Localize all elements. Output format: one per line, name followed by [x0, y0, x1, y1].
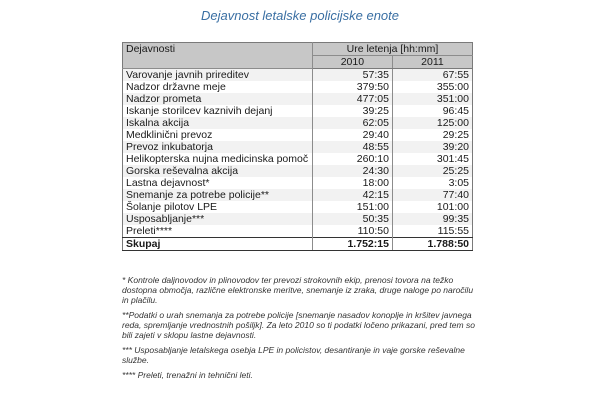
- row-label: Gorska reševalna akcija: [123, 165, 313, 177]
- table-row: [123, 69, 473, 82]
- row-value-2011: 39:20: [392, 141, 472, 153]
- row-value-2011: 115:55: [392, 225, 472, 238]
- row-value-2011: 99:35: [392, 213, 472, 225]
- row-label: Prevoz inkubatorja: [123, 141, 313, 153]
- table-row: [123, 153, 473, 165]
- row-value-2011: 301:45: [392, 153, 472, 165]
- total-row: [123, 238, 473, 251]
- table-row: [123, 165, 473, 177]
- row-value-2011: 67:55: [392, 69, 472, 82]
- row-value-2010: 48:55: [312, 141, 392, 153]
- table-row: [123, 213, 473, 225]
- row-label: Helikopterska nujna medicinska pomoč: [123, 153, 313, 165]
- row-label: Usposabljanje***: [123, 213, 313, 225]
- row-value-2010: 151:00: [312, 201, 392, 213]
- total-2011: 1.788:50: [392, 238, 472, 251]
- table-row: [123, 105, 473, 117]
- row-label: Snemanje za potrebe policije**: [123, 189, 313, 201]
- row-label: Varovanje javnih prireditev: [123, 69, 313, 82]
- row-value-2011: 29:25: [392, 129, 472, 141]
- row-value-2011: 125:00: [392, 117, 472, 129]
- flight-hours-table: [122, 42, 473, 251]
- row-value-2010: 477:05: [312, 93, 392, 105]
- row-value-2010: 110:50: [312, 225, 392, 238]
- table-row: [123, 93, 473, 105]
- row-value-2010: 18:00: [312, 177, 392, 189]
- table-row: [123, 189, 473, 201]
- row-label: Iskanje storilcev kaznivih dejanj: [123, 105, 313, 117]
- footnote: **** Preleti, trenažni in tehnični leti.: [122, 370, 253, 380]
- row-label: Nadzor prometa: [123, 93, 313, 105]
- row-value-2011: 3:05: [392, 177, 472, 189]
- table-row: [123, 117, 473, 129]
- row-value-2010: 50:35: [312, 213, 392, 225]
- column-header-2010: 2010: [312, 56, 392, 69]
- table-row: [123, 141, 473, 153]
- footnote: **Podatki o urah snemanja za potrebe policije [snemanje nasadov konoplje in kršitev javnega reda, spremljanje vrednostnih pošiljk]. Za leto 2010 so ti podatki ločeno prikazani, pred tem so bili zajeti v sklopu lastne dejavnosti.: [122, 310, 475, 340]
- row-value-2011: 25:25: [392, 165, 472, 177]
- total-label: Skupaj: [123, 238, 313, 251]
- row-label: Nadzor državne meje: [123, 81, 313, 93]
- column-header-flight-hours: Ure letenja [hh:mm]: [312, 43, 472, 56]
- row-label: Iskalna akcija: [123, 117, 313, 129]
- row-label: Šolanje pilotov LPE: [123, 201, 313, 213]
- row-value-2011: 101:00: [392, 201, 472, 213]
- row-value-2010: 42:15: [312, 189, 392, 201]
- row-value-2011: 355:00: [392, 81, 472, 93]
- row-value-2011: 96:45: [392, 105, 472, 117]
- row-value-2010: 29:40: [312, 129, 392, 141]
- table-row: [123, 225, 473, 238]
- row-label: Medklinični prevoz: [123, 129, 313, 141]
- table-row: [123, 177, 473, 189]
- footnote: *** Usposabljanje letalskega osebja LPE in policistov, desantiranje in vaje gorske reševalne službe.: [122, 345, 465, 365]
- table-row: [123, 81, 473, 93]
- row-value-2011: 77:40: [392, 189, 472, 201]
- row-value-2010: 379:50: [312, 81, 392, 93]
- row-value-2010: 260:10: [312, 153, 392, 165]
- total-2010: 1.752:15: [312, 238, 392, 251]
- footnote: * Kontrole daljnovodov in plinovodov ter prevozi strokovnih ekip, prenosi tovora na težko dostopna območja, različne elektronske meritve, snemanje iz zraka, druge naloge po naročilu in plačilu.: [122, 275, 474, 305]
- footnotes: [122, 275, 478, 385]
- row-label: Lastna dejavnost*: [123, 177, 313, 189]
- table-body: [123, 69, 473, 238]
- table-row: [123, 201, 473, 213]
- row-value-2010: 24:30: [312, 165, 392, 177]
- row-value-2010: 57:35: [312, 69, 392, 82]
- row-value-2011: 351:00: [392, 93, 472, 105]
- row-value-2010: 62:05: [312, 117, 392, 129]
- page-title: Dejavnost letalske policijske enote: [201, 8, 399, 23]
- column-header-2011: 2011: [392, 56, 472, 69]
- column-header-activity: Dejavnosti: [123, 43, 313, 69]
- row-value-2010: 39:25: [312, 105, 392, 117]
- table-row: [123, 129, 473, 141]
- row-label: Preleti****: [123, 225, 313, 238]
